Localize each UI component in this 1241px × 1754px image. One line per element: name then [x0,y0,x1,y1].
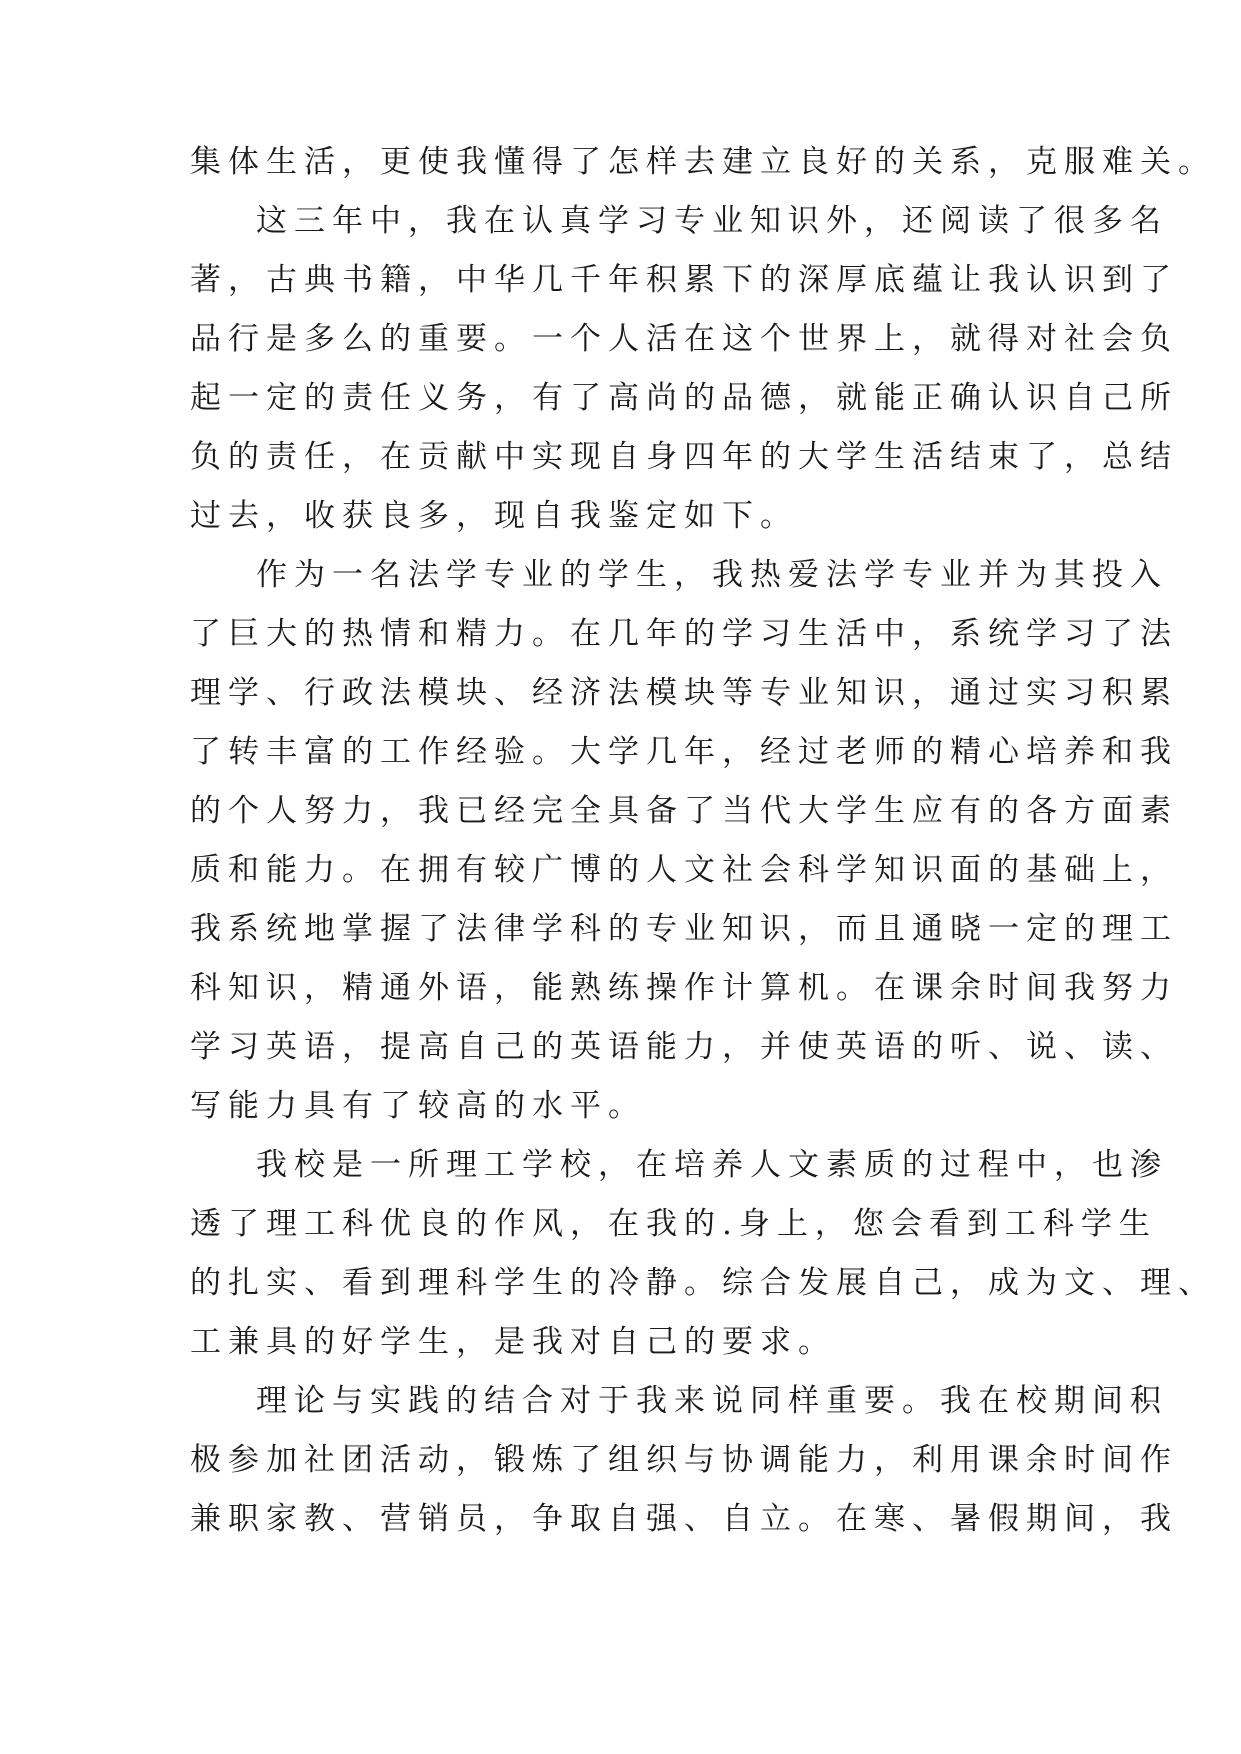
text-line: 写能力具有了较高的水平。 [190,1088,646,1124]
text-line: 的扎实、看到理科学生的冷静。综合发展自己，成为文、理、 [190,1265,1216,1301]
text-line: 品行是多么的重要。一个人活在这个世界上，就得对社会负 [190,321,1178,357]
text-line: 兼职家教、营销员，争取自强、自立。在寒、暑假期间，我 [190,1501,1178,1537]
text-line: 著，古典书籍，中华几千年积累下的深厚底蕴让我认识到了 [190,262,1178,298]
text-line: 学习英语，提高自己的英语能力，并使英语的听、说、读、 [190,1029,1178,1065]
text-line: 理学、行政法模块、经济法模块等专业知识，通过实习积累 [190,675,1178,711]
text-line: 了巨大的热情和精力。在几年的学习生活中，系统学习了法 [190,616,1178,652]
text-line: 工兼具的好学生，是我对自己的要求。 [190,1324,836,1360]
paragraph-first-line: 这三年中，我在认真学习专业知识外，还阅读了很多名 [256,203,1168,239]
paragraph-first-line: 理论与实践的结合对于我来说同样重要。我在校期间积 [256,1383,1168,1419]
text-line: 起一定的责任义务，有了高尚的品德，就能正确认识自己所 [190,380,1178,416]
text-line: 透了理工科优良的作风，在我的.身上，您会看到工科学生 [190,1206,1157,1242]
text-line: 集体生活，更使我懂得了怎样去建立良好的关系，克服难关。 [190,144,1216,180]
text-line: 科知识，精通外语，能熟练操作计算机。在课余时间我努力 [190,970,1178,1006]
text-line: 质和能力。在拥有较广博的人文社会科学知识面的基础上， [190,852,1178,888]
paragraph-first-line: 作为一名法学专业的学生，我热爱法学专业并为其投入 [256,557,1168,593]
text-line: 负的责任，在贡献中实现自身四年的大学生活结束了，总结 [190,439,1178,475]
text-line: 极参加社团活动，锻炼了组织与协调能力，利用课余时间作 [190,1442,1178,1478]
paragraph-first-line: 我校是一所理工学校，在培养人文素质的过程中，也渗 [256,1147,1168,1183]
text-line: 的个人努力，我已经完全具备了当代大学生应有的各方面素 [190,793,1178,829]
text-line: 了转丰富的工作经验。大学几年，经过老师的精心培养和我 [190,734,1178,770]
text-line: 我系统地掌握了法律学科的专业知识，而且通晓一定的理工 [190,911,1178,947]
text-line: 过去，收获良多，现自我鉴定如下。 [190,498,798,534]
